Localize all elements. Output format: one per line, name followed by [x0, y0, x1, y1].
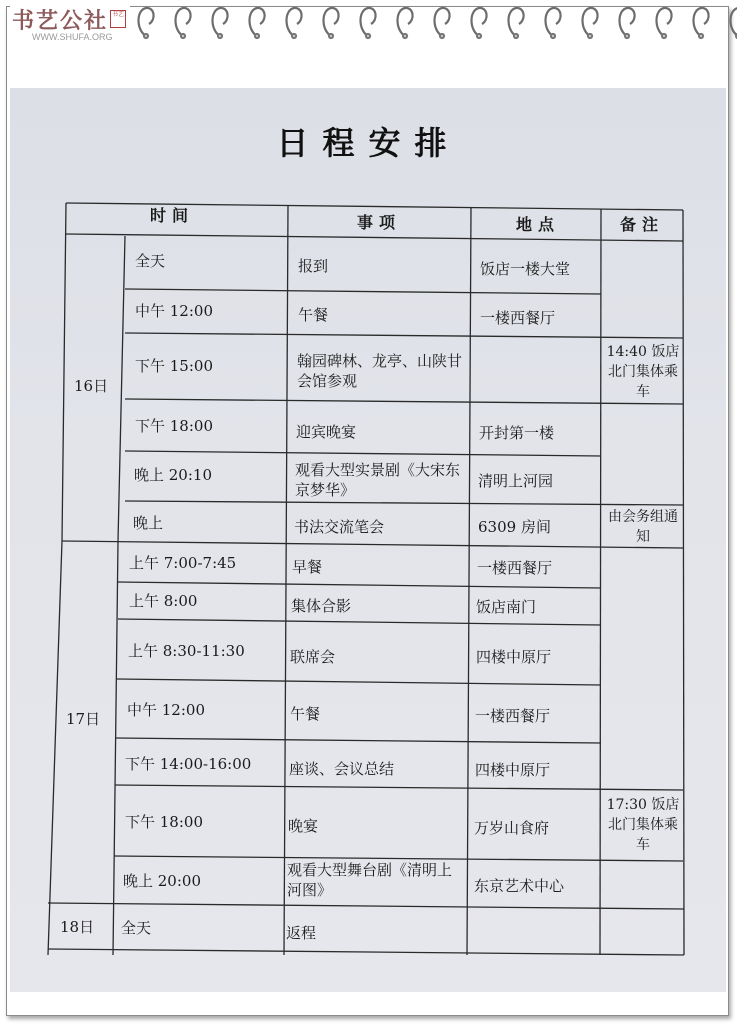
row-12-time: 晚上 20:00: [123, 872, 201, 890]
row-4-time: 晚上 20:10: [134, 466, 212, 484]
row-8-time: 上午 8:30-11:30: [128, 642, 245, 660]
row-0-place: 饭店一楼大堂: [480, 260, 571, 278]
row-8-place: 四楼中原厅: [476, 648, 552, 666]
header-item: 事项: [357, 213, 402, 232]
row-6-place: 一楼西餐厅: [477, 559, 553, 577]
row-1-place: 一楼西餐厅: [480, 309, 556, 327]
day-label-18: 18日: [60, 918, 95, 936]
row-3-item: 迎宾晚宴: [296, 423, 357, 441]
logo-seal: 书艺: [110, 10, 126, 28]
row-7-time: 上午 8:00: [129, 592, 198, 610]
row-6-time: 上午 7:00-7:45: [129, 554, 237, 572]
row-10-time: 下午 14:00-16:00: [125, 755, 252, 773]
row-0-item: 报到: [298, 257, 329, 275]
row-8-item: 联席会: [290, 648, 336, 666]
header-time: 时间: [150, 206, 195, 225]
row-11-note: 17:30 饭店北门集体乘车: [606, 797, 680, 853]
row-3-place: 开封第一楼: [479, 424, 555, 442]
header-note: 备注: [620, 215, 665, 234]
row-10-place: 四楼中原厅: [475, 761, 551, 779]
logo-text: 书艺公社: [12, 8, 109, 34]
row-11-time: 下午 18:00: [125, 813, 203, 831]
page-title: 日程安排: [276, 124, 461, 162]
day-label-17: 17日: [66, 710, 101, 728]
row-9-place: 一楼西餐厅: [475, 707, 551, 725]
row-4-place: 清明上河园: [478, 472, 554, 490]
row-6-item: 早餐: [292, 558, 323, 576]
row-2-time: 下午 15:00: [135, 357, 213, 375]
row-9-time: 中午 12:00: [127, 701, 205, 719]
row-12-place: 东京艺术中心: [474, 877, 565, 895]
row-11-item: 晚宴: [288, 817, 319, 835]
row-2-item: 翰园碑林、龙亭、山陕甘会馆参观: [297, 352, 463, 390]
row-12-item: 观看大型舞台剧《清明上河图》: [287, 861, 453, 899]
row-10-item: 座谈、会议总结: [289, 760, 395, 778]
row-5-time: 晚上: [133, 514, 164, 532]
row-13-item: 返程: [286, 924, 317, 942]
row-5-note: 由会务组通知: [608, 509, 678, 545]
row-13-time: 全天: [121, 919, 152, 937]
day-label-16: 16日: [74, 377, 109, 395]
header-place: 地点: [516, 215, 561, 234]
row-9-item: 午餐: [290, 705, 321, 723]
row-7-item: 集体合影: [291, 597, 352, 615]
row-11-place: 万岁山食府: [474, 819, 550, 837]
row-3-time: 下午 18:00: [135, 417, 213, 435]
row-0-time: 全天: [135, 252, 166, 270]
row-2-note: 14:40 饭店北门集体乘车: [606, 344, 680, 400]
row-7-place: 饭店南门: [476, 598, 537, 616]
logo-url: WWW.SHUFA.ORG: [32, 32, 113, 42]
row-1-time: 中午 12:00: [135, 302, 213, 320]
row-4-item: 观看大型实景剧《大宋东京梦华》: [295, 461, 461, 499]
row-5-place: 6309 房间: [478, 518, 551, 536]
row-5-item: 书法交流笔会: [294, 518, 385, 536]
row-1-item: 午餐: [298, 306, 329, 324]
